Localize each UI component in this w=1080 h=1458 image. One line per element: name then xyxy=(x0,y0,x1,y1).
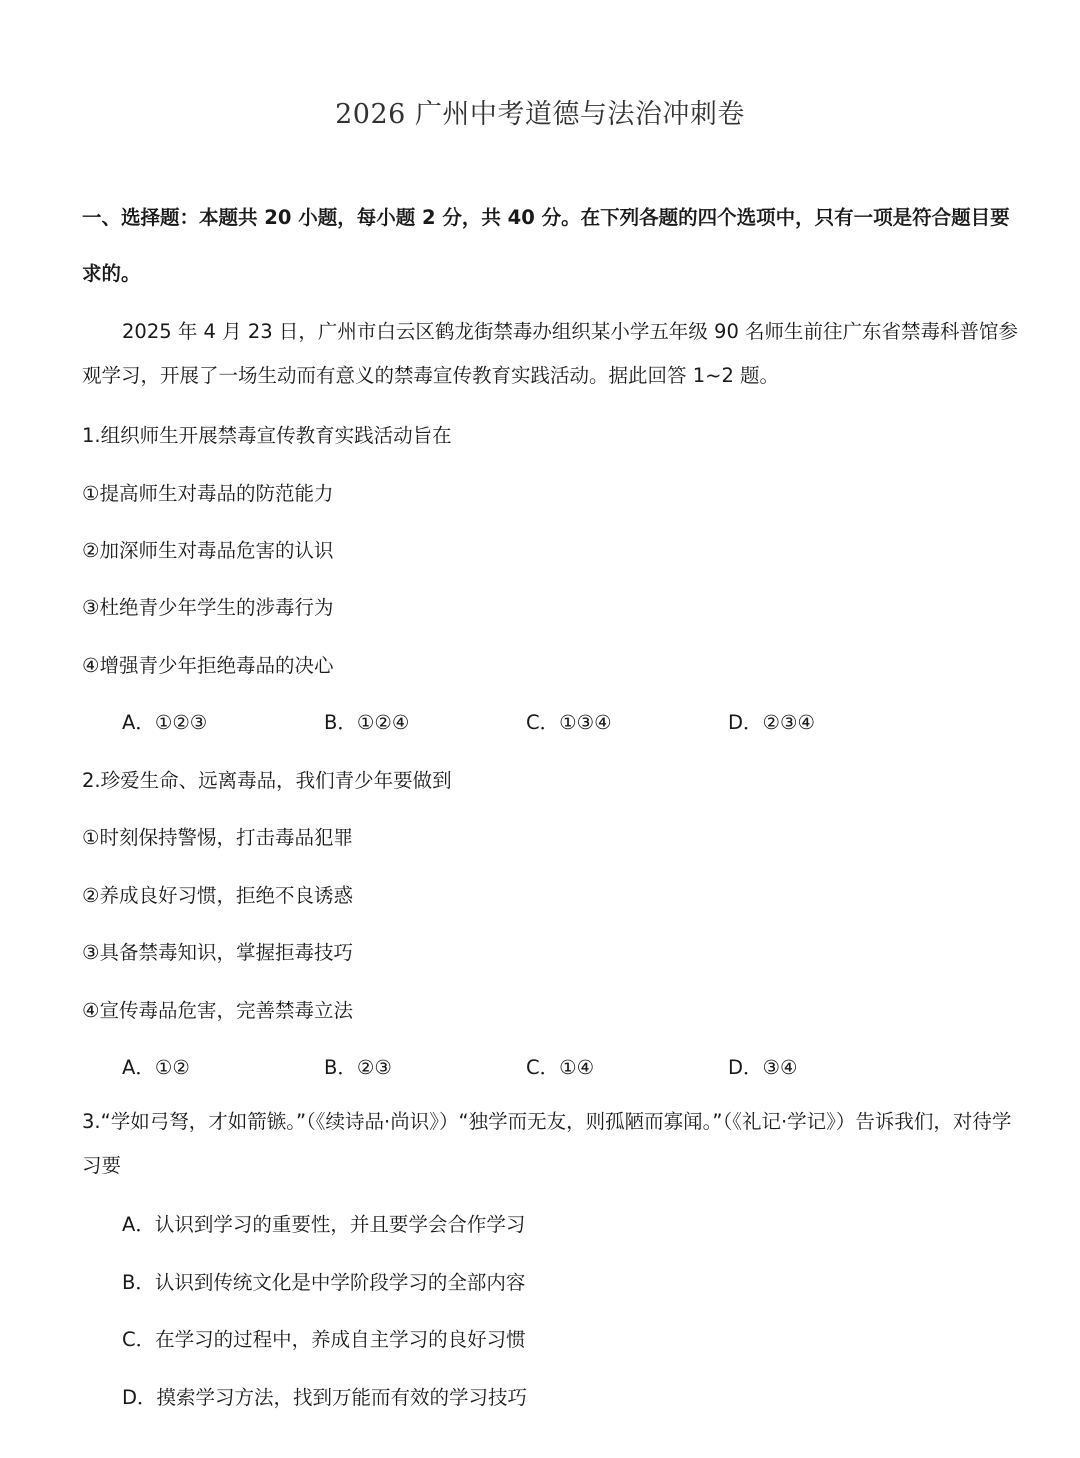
question-2-statement-3: ③具备禁毒知识，掌握拒毒技巧 xyxy=(82,941,353,964)
question-2-option-a[interactable]: A．①② xyxy=(122,1056,190,1079)
question-1-option-d[interactable]: D．②③④ xyxy=(728,711,815,734)
question-1-option-b[interactable]: B．①②④ xyxy=(324,711,410,734)
question-3-stem: 3.“学如弓弩，才如箭镞。”（《续诗品·尚识》）“独学而无友，则孤陋而寡闻。”（《礼记·学记》）告诉我们，对待学习要 xyxy=(82,1110,1012,1177)
question-2-statement-4: ④宣传毒品危害，完善禁毒立法 xyxy=(82,999,353,1022)
question-2-statement-1: ①时刻保持警惕，打击毒品犯罪 xyxy=(82,826,353,849)
question-2-statement-2: ②养成良好习惯，拒绝不良诱惑 xyxy=(82,884,353,907)
question-3-option-b[interactable]: B．认识到传统文化是中学阶段学习的全部内容 xyxy=(122,1271,526,1294)
question-1-statement-4: ④增强青少年拒绝毒品的决心 xyxy=(82,654,334,677)
question-3-option-d[interactable]: D．摸索学习方法，找到万能而有效的学习技巧 xyxy=(122,1386,528,1409)
question-1-stem: 1.组织师生开展禁毒宣传教育实践活动旨在 xyxy=(82,424,452,447)
question-3-option-c[interactable]: C．在学习的过程中，养成自主学习的良好习惯 xyxy=(122,1328,526,1351)
material-paragraph: 2025 年 4 月 23 日，广州市白云区鹤龙街禁毒办组织某小学五年级 90 名师生前往广东省禁毒科普馆参观学习，开展了一场生动而有意义的禁毒宣传教育实践活动。据此回答 1~2 题。 xyxy=(82,320,1019,387)
question-2-option-d[interactable]: D．③④ xyxy=(728,1056,798,1079)
question-1-statement-1: ①提高师生对毒品的防范能力 xyxy=(82,482,334,505)
question-1-option-a[interactable]: A．①②③ xyxy=(122,711,208,734)
question-2-options xyxy=(122,1052,1002,1082)
section-heading: 一、选择题：本题共 20 小题，每小题 2 分，共 40 分。在下列各题的四个选项中，只有一项是符合题目要求的。 xyxy=(82,206,1010,285)
question-1-statement-3: ③杜绝青少年学生的涉毒行为 xyxy=(82,596,334,619)
question-2-option-c[interactable]: C．①④ xyxy=(526,1056,595,1079)
question-2-stem: 2.珍爱生命、远离毒品，我们青少年要做到 xyxy=(82,769,452,792)
page-title: 2026 广州中考道德与法治冲刺卷 xyxy=(335,99,745,130)
question-1-options xyxy=(122,707,1002,737)
question-3-option-a[interactable]: A．认识到学习的重要性，并且要学会合作学习 xyxy=(122,1213,526,1236)
question-2-option-b[interactable]: B．②③ xyxy=(324,1056,392,1079)
question-1-statement-2: ②加深师生对毒品危害的认识 xyxy=(82,539,334,562)
question-1-option-c[interactable]: C．①③④ xyxy=(526,711,612,734)
